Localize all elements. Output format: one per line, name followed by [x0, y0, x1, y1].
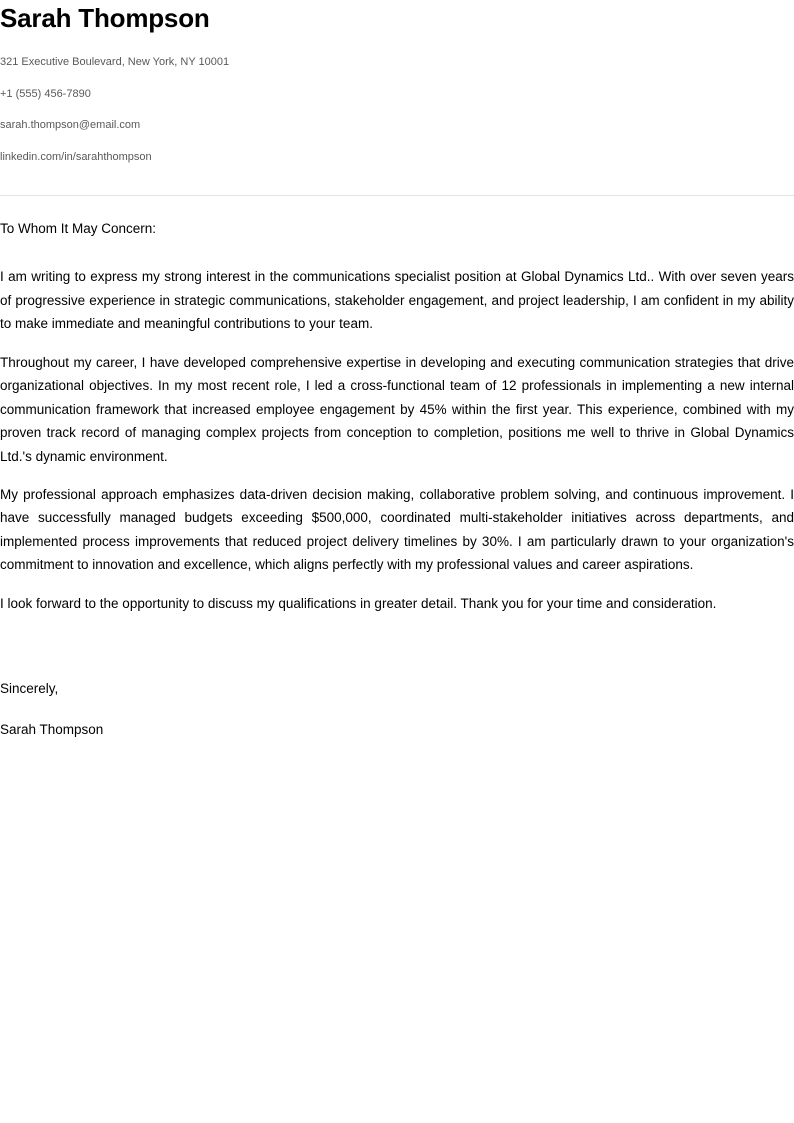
- closing-salutation: Sincerely,: [0, 681, 59, 697]
- contact-address: 321 Executive Boulevard, New York, NY 10001: [0, 55, 230, 68]
- contact-phone: +1 (555) 456-7890: [0, 87, 91, 100]
- salutation: To Whom It May Concern:: [0, 220, 157, 236]
- body-paragraph-3: My professional approach emphasizes data-driven decision making, collaborative problem solving, and continuous improvement. I have successfully managed budgets exceeding $500,000, coordinated multi-stakeholder initiatives across departments, and implemented process improvements that reduced project delivery timelines by 30%. I am particularly drawn to your organization's commitment to innovation and excellence, which aligns perfectly with my professional values and career aspirations.: [0, 486, 794, 573]
- closing-spacer: [0, 630, 794, 677]
- candidate-name: Sarah Thompson: [0, 3, 210, 33]
- contact-email: sarah.thompson@email.com: [0, 119, 141, 132]
- contact-linkedin: linkedin.com/in/sarahthompson: [0, 151, 152, 164]
- signature-name: Sarah Thompson: [0, 721, 104, 737]
- letter-header: [0, 0, 794, 196]
- body-paragraph-2: Throughout my career, I have developed comprehensive expertise in developing and executing communication strategies that drive organizational objectives. In my most recent role, I led a cross-functional team of 12 professionals in implementing a new internal communication framework that increased employee engagement by 45% within the first year. This experience, combined with my proven track record of managing complex projects from conception to completion, positions me well to thrive in Global Dynamics Ltd.'s dynamic environment.: [0, 354, 794, 464]
- body-paragraph-1: I am writing to express my strong interest in the communications specialist position at Global Dynamics Ltd.. With over seven years of progressive experience in strategic communications, stakeholder engagement, and project leadership, I am confident in my ability to make immediate and meaningful contributions to your team.: [0, 269, 794, 332]
- body-paragraph-4: I look forward to the opportunity to discuss my qualifications in greater detail. Thank you for your time and consideration.: [0, 595, 717, 611]
- contact-info-list: [0, 56, 794, 165]
- letter-body: [0, 196, 794, 741]
